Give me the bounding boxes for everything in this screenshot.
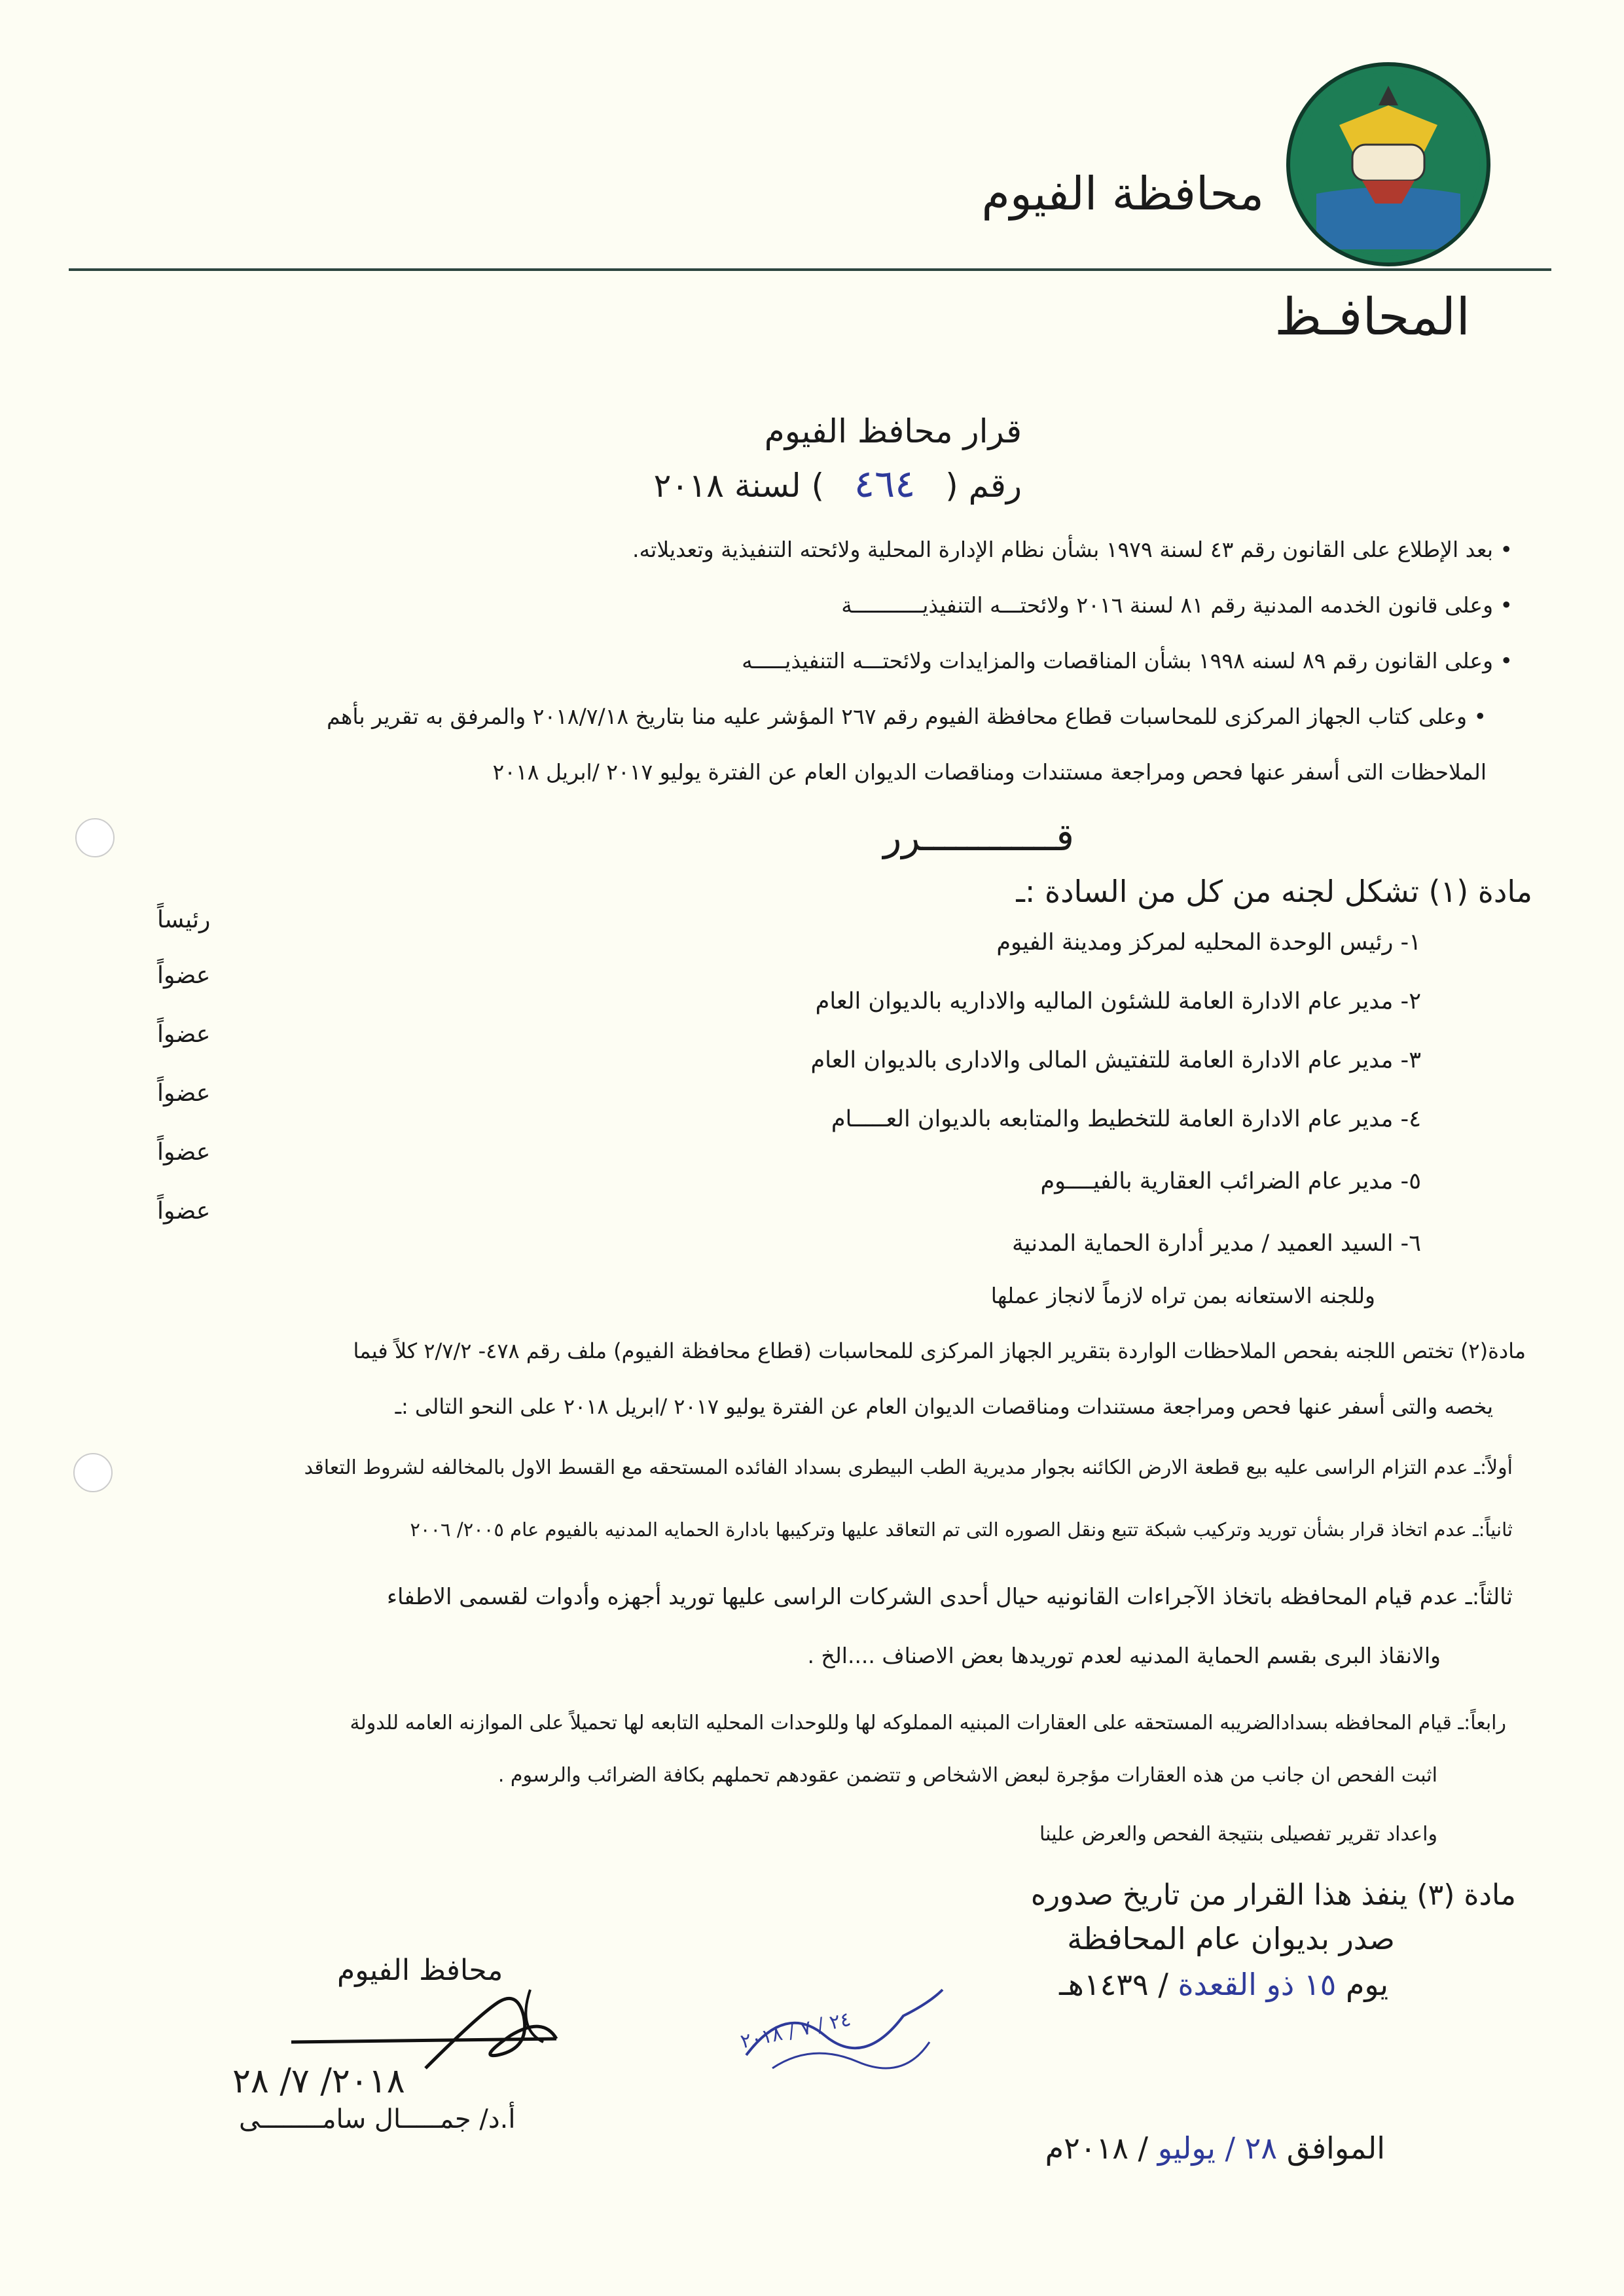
punch-hole — [73, 1453, 113, 1492]
hijri-date-handwritten: ١٥ ذو القعدة — [1178, 1967, 1337, 2002]
decree-number-prefix: رقم ( — [945, 467, 1022, 505]
decree-number-suffix: ) لسنة ٢٠١٨ — [653, 467, 824, 505]
member-4-role: عضواً — [157, 1080, 211, 1107]
member-4: ٤- مدير عام الادارة العامة للتخطيط والمتابعه بالديوان العـــــام — [831, 1106, 1421, 1132]
member-2: ٢- مدير عام الادارة العامة للشئون الماليه والاداريه بالديوان العام — [815, 988, 1421, 1014]
article3-heading: مادة (٣) ينفذ هذا القرار من تاريخ صدوره — [1030, 1878, 1516, 1912]
article2-closing: واعداد تقرير تفصيلى بنتيجة الفحص والعرض علينا — [1039, 1823, 1437, 1846]
member-1: ١- رئيس الوحدة المحليه لمركز ومدينة الفيوم — [996, 929, 1421, 956]
preamble-line-1: • بعد الإطلاع على القانون رقم ٤٣ لسنة ١٩٧٩ بشأن نظام الإدارة المحلية ولائحته التنفيذية وتعديلاته. — [632, 537, 1513, 562]
punch-hole — [75, 818, 115, 857]
hijri-date — [1059, 1967, 1388, 2002]
hijri-date-prefix: يوم — [1345, 1967, 1388, 2002]
header-divider — [69, 268, 1551, 271]
preamble-line-5: الملاحظات التى أسفر عنها فحص ومراجعة مستندات ومناقصات الديوان العام عن الفترة يوليو ٢٠١٧ /ابريل ٢٠١٨ — [492, 759, 1487, 785]
member-6: ٦- السيد العميد / مدير أدارة الحماية المدنية — [1012, 1230, 1421, 1257]
member-1-role: رئيساً — [157, 906, 211, 933]
preamble-line-4: • وعلى كتاب الجهاز المركزى للمحاسبات قطاع محافظة الفيوم رقم ٢٦٧ المؤشر عليه منا بتاريخ ٢٠١٨/٧/١٨ والمرفق به تقرير بأهم — [327, 704, 1487, 729]
decree-number — [654, 461, 1022, 506]
emblem-icon — [1290, 66, 1487, 262]
member-3: ٣- مدير عام الادارة العامة للتفتيش المالى والادارى بالديوان العام — [810, 1047, 1421, 1073]
gregorian-date-prefix: الموافق — [1286, 2130, 1385, 2166]
article2-item-4-cont: اثبت الفحص ان جانب من هذه العقارات مؤجرة لبعض الاشخاص و تتضمن عقودهم تحملهم بكافة الضرائب والرسوم . — [497, 1764, 1437, 1787]
decree-title: قرار محافظ الفيوم — [764, 412, 1022, 450]
article2-item-4: رابعاً:ـ قيام المحافظه بسدادالضريبه المستحقه على العقارات المبنيه المملوكه لها وللوحدات المحليه التابعه لها تحميلاً على الموازنه العامه للدولة — [350, 1712, 1506, 1734]
member-3-role: عضواً — [157, 1021, 211, 1048]
member-6-role: عضواً — [157, 1198, 211, 1225]
gregorian-date-handwritten: ٢٨ / يوليو — [1157, 2130, 1278, 2166]
article2-item-3-cont: والانقاذ البرى بقسم الحماية المدنيه لعدم توريدها بعض الاصناف ....الخ . — [807, 1643, 1441, 1668]
member-5-role: عضواً — [157, 1139, 211, 1166]
issued-at: صدر بديوان عام المحافظة — [1067, 1921, 1395, 1956]
article2-item-3: ثالثاً:ـ عدم قيام المحافظه باتخاذ الآجراءات القانونيه حيال أحدى الشركات الراسى عليها توريد أجهزه وأدوات لقسمى الاطفاء — [386, 1584, 1513, 1610]
decree-number-handwritten: ٤٦٤ — [854, 461, 916, 506]
preamble-line-3: • وعلى القانون رقم ٨٩ لسنه ١٩٩٨ بشأن المناقصات والمزايدات ولائحتـــه التنفيذيـــــه — [742, 648, 1513, 673]
article2-item-2: ثانياً:ـ عدم اتخاذ قرار بشأن توريد وتركيب شبكة تتبع ونقل الصوره التى تم التعاقد عليها وتركيبها بادارة الحمايه المدنيه بالفيوم عام ٢٠٠٥/ ٢٠٠٦ — [410, 1518, 1513, 1541]
article2-item-1: أولاً:ـ عدم التزام الراسى عليه بيع قطعة الارض الكائنه بجوار مديرية الطب البيطرى بسداد الفائده المستحقه مع القسط الاول بالمخالفه لشروط التعاقد — [304, 1456, 1513, 1479]
gregorian-date-year: / ٢٠١٨م — [1045, 2130, 1149, 2166]
governorate-emblem-logo — [1286, 62, 1490, 266]
committee-note: وللجنه الاستعانه بمن تراه لازماً لانجاز عملها — [990, 1283, 1375, 1308]
preamble-line-2: • وعلى قانون الخدمه المدنية رقم ٨١ لسنة ٢٠١٦ ولائحتـــه التنفيذيـــــــــــة — [841, 592, 1513, 618]
article2-line-1: مادة(٢) تختص اللجنه بفحص الملاحظات الواردة بتقرير الجهاز المركزى للمحاسبات (قطاع محافظة الفيوم) ملف رقم ٤٧٨- ٢/٧/٢ كلاً فيما — [353, 1338, 1526, 1363]
signature-date-handwritten: ٢٠١٨/ ٧/ ٢٨ — [232, 2062, 405, 2101]
signatory-name: أ.د/ جمـــــال سامــــــــى — [239, 2104, 516, 2134]
decides-heading: قــــــــــــرر — [883, 815, 1074, 859]
member-5: ٥- مدير عام الضرائب العقارية بالفيــــوم — [1040, 1168, 1421, 1194]
office-title: المحافـظ — [1274, 288, 1470, 347]
gregorian-date — [1045, 2130, 1385, 2166]
governorate-name: محافظة الفيوم — [981, 167, 1264, 221]
member-2-role: عضواً — [157, 962, 211, 989]
article2-line-2: يخصه والتى أسفر عنها فحص ومراجعة مستندات ومناقصات الديوان العام عن الفترة يوليو ٢٠١٧ /ابريل ٢٠١٨ على النحو التالى :ـ — [395, 1394, 1493, 1419]
signatory-title: محافظ الفيوم — [337, 1954, 503, 1987]
annotation-scribble — [733, 1977, 956, 2088]
hijri-date-year: / ١٤٣٩هـ — [1059, 1967, 1168, 2002]
article1-heading: مادة (١) تشكل لجنه من كل من السادة :ـ — [1016, 874, 1532, 909]
handwritten-annotation: ٢٤ / ٧ / ٢٠١٨ — [738, 2007, 853, 2054]
